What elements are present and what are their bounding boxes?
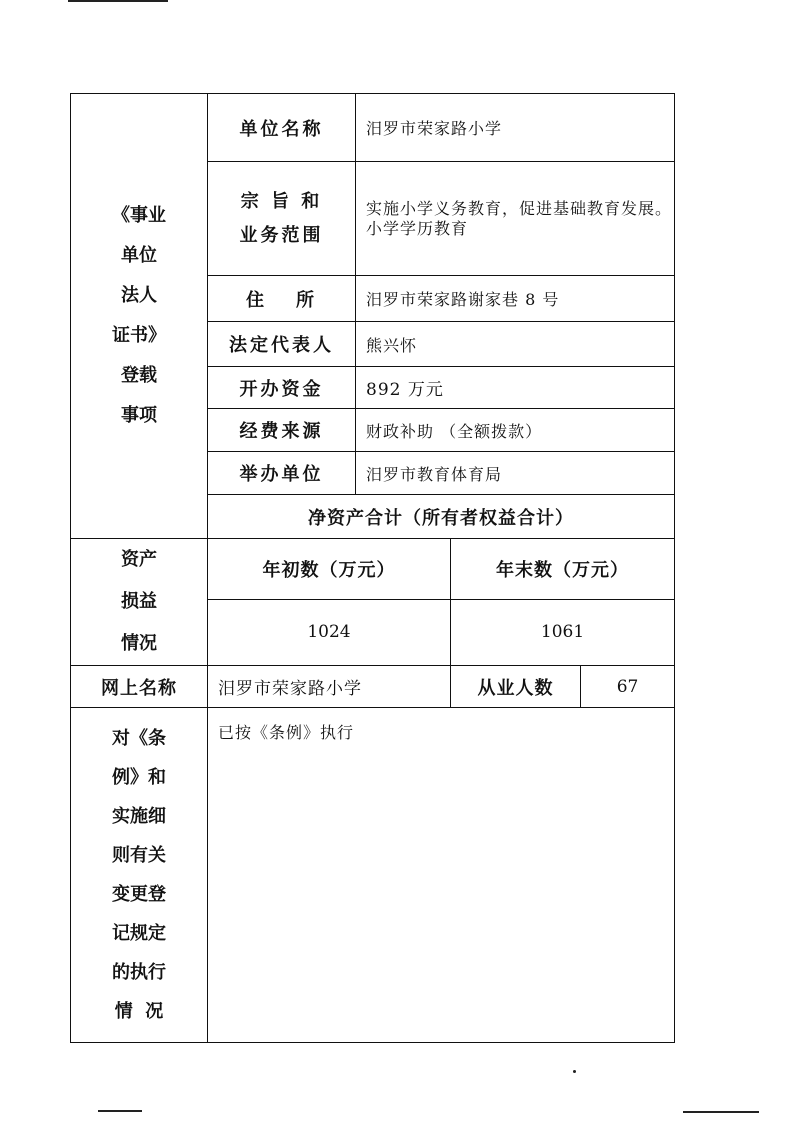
capital-value: 892 万元	[356, 367, 675, 409]
online-name-label: 网上名称	[71, 666, 208, 708]
begin-year-value: 1024	[208, 599, 451, 665]
purpose-value: 实施小学义务教育，促进基础教育发展。 小学学历教育	[356, 162, 675, 276]
registration-form-table	[70, 93, 675, 1043]
execution-section-title: 对《条 例》和 实施细 则有关 变更登 记规定 的执行 情 况	[71, 708, 208, 1043]
legal-rep-label: 法定代表人	[208, 322, 356, 367]
sponsor-value: 汨罗市教育体育局	[356, 452, 675, 495]
begin-year-label: 年初数（万元）	[208, 539, 451, 600]
purpose-label: 宗 旨 和 业务范围	[208, 162, 356, 276]
residence-label: 住 所	[208, 276, 356, 322]
scan-edge-mark	[98, 1110, 142, 1112]
net-assets-header: 净资产合计（所有者权益合计）	[208, 495, 675, 539]
assets-section-title: 资产 损益 情况	[71, 539, 208, 666]
end-year-value: 1061	[451, 599, 675, 665]
legal-rep-value: 熊兴怀	[356, 322, 675, 367]
online-name-value: 汨罗市荣家路小学	[208, 666, 451, 708]
scan-speck	[573, 1070, 576, 1073]
funding-value: 财政补助 （全额拨款）	[356, 409, 675, 452]
end-year-label: 年末数（万元）	[451, 539, 675, 600]
capital-label: 开办资金	[208, 367, 356, 409]
residence-value: 汨罗市荣家路谢家巷 8 号	[356, 276, 675, 322]
scan-edge-mark	[683, 1111, 759, 1113]
sponsor-label: 举办单位	[208, 452, 356, 495]
employees-value: 67	[581, 666, 675, 708]
execution-value: 已按《条例》执行	[208, 708, 675, 1043]
unit-name-label: 单位名称	[208, 94, 356, 162]
scan-edge-mark	[68, 0, 168, 2]
unit-name-value: 汨罗市荣家路小学	[356, 94, 675, 162]
funding-label: 经费来源	[208, 409, 356, 452]
registration-section-title: 《事业 单位 法人 证书》 登载 事项	[71, 94, 208, 539]
employees-label: 从业人数	[451, 666, 581, 708]
